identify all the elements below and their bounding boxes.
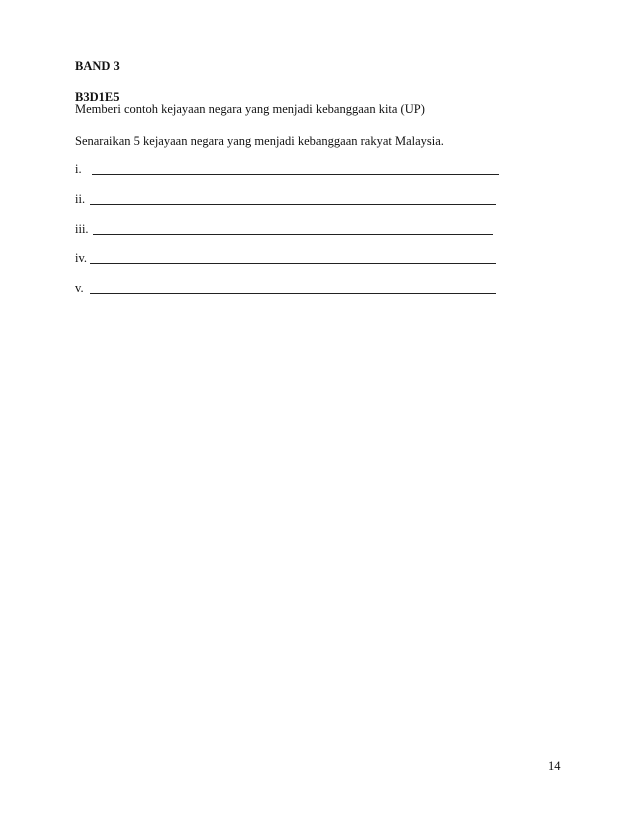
blank-rule	[90, 293, 496, 294]
blank-rule	[90, 204, 496, 205]
standard-descriptor: Memberi contoh kejayaan negara yang menjadi kebanggaan kita (UP)	[75, 102, 425, 116]
band-heading: BAND 3	[75, 59, 120, 73]
answer-label: iv.	[75, 251, 88, 265]
page-number: 14	[548, 759, 561, 773]
blank-rule	[90, 263, 496, 264]
answer-label: i.	[75, 162, 82, 176]
answer-label: iii.	[75, 222, 89, 236]
standard-code: B3D1E5	[75, 90, 120, 104]
answer-label: ii.	[75, 192, 86, 206]
blank-rule	[93, 234, 493, 235]
answer-label: v.	[75, 281, 84, 295]
blank-rule	[92, 174, 499, 175]
question-instruction: Senaraikan 5 kejayaan negara yang menjadi kebanggaan rakyat Malaysia.	[75, 134, 444, 148]
